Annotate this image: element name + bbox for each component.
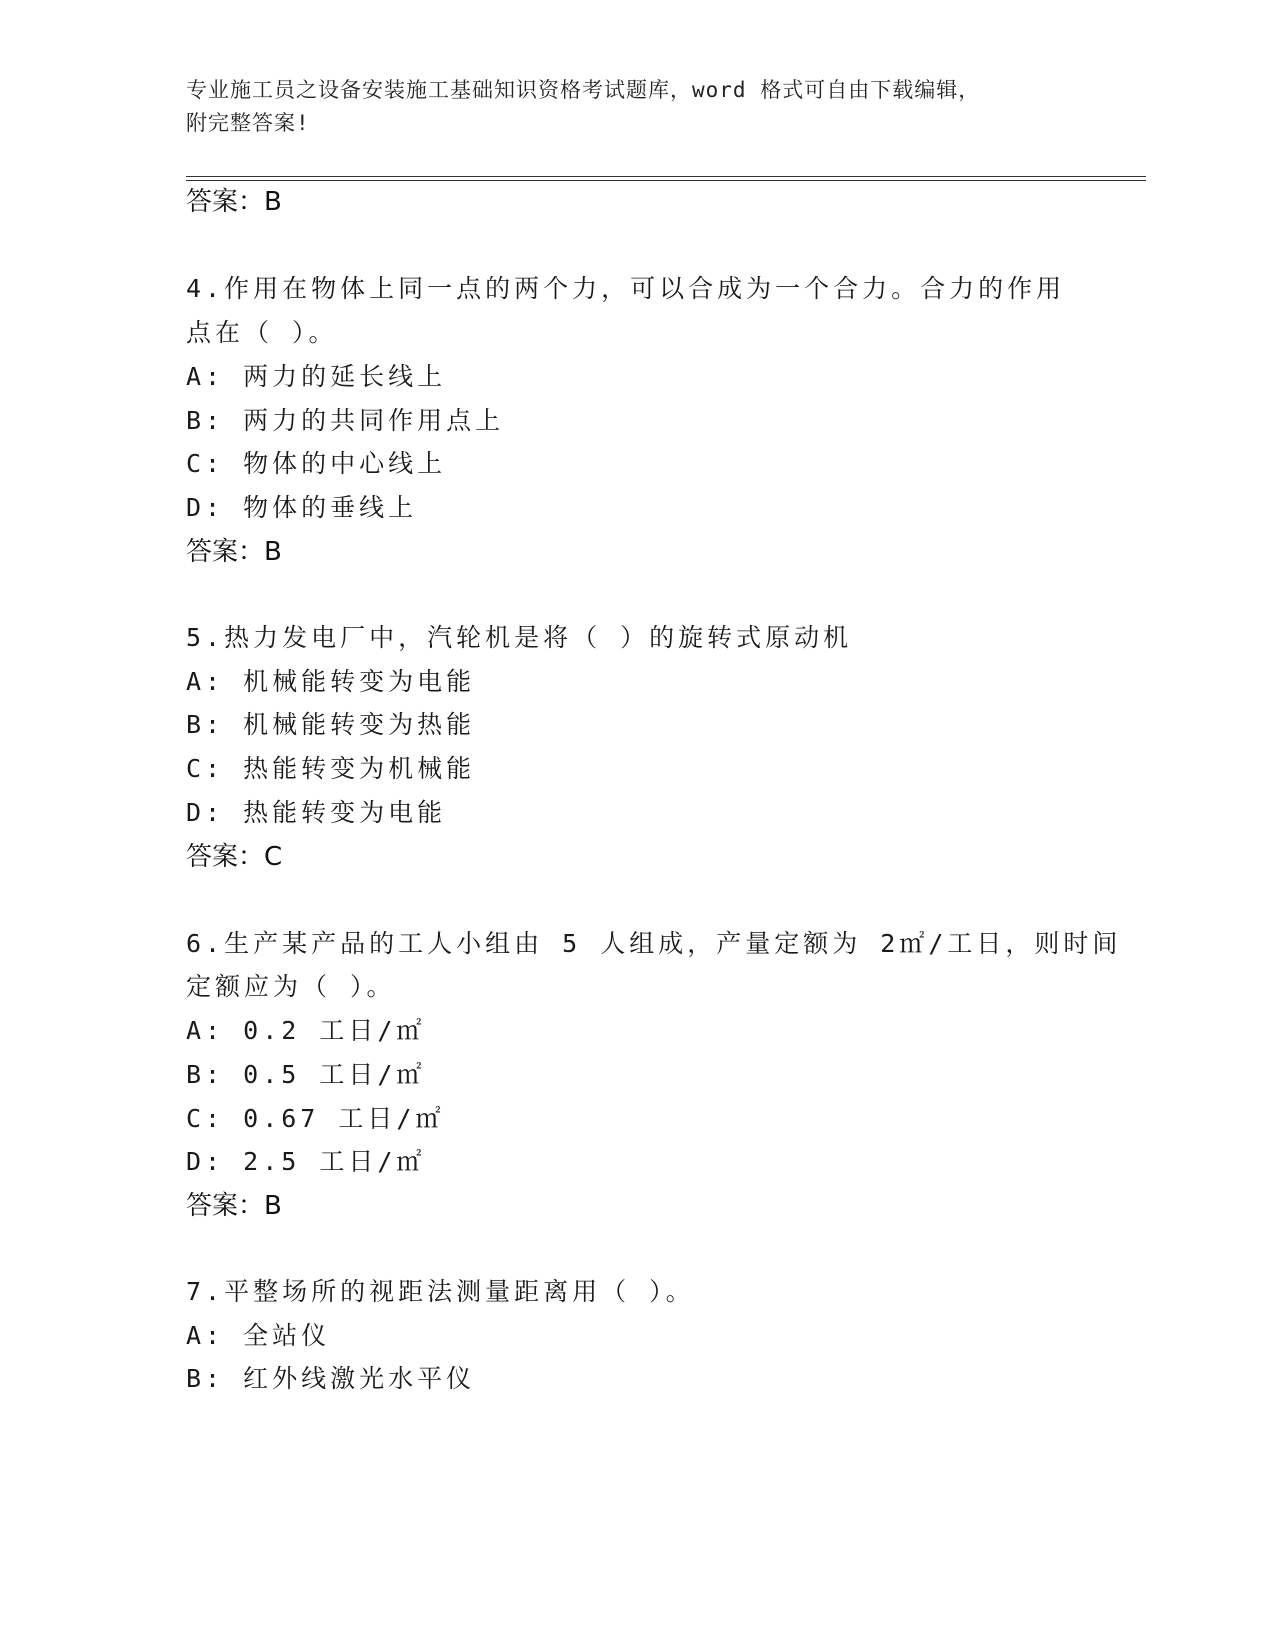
question-6-option-b: B: 0.5 工日/㎡ — [186, 1060, 426, 1089]
question-4-option-d: D: 物体的垂线上 — [186, 493, 418, 522]
question-5-option-a: A: 机械能转变为电能 — [186, 667, 476, 696]
question-4-stem-line-2: 点在（ ）。 — [186, 318, 338, 347]
question-4-option-b: B: 两力的共同作用点上 — [186, 406, 505, 435]
question-7-option-b: B: 红外线激光水平仪 — [186, 1364, 476, 1393]
question-6-answer: 答案：B — [186, 1191, 282, 1221]
question-7-option-a: A: 全站仪 — [186, 1321, 331, 1350]
question-4-answer: 答案：B — [186, 537, 282, 567]
question-5-option-d: D: 热能转变为电能 — [186, 798, 447, 827]
header-line-1: 专业施工员之设备安装施工基础知识资格考试题库，word 格式可自由下载编辑， — [186, 78, 981, 102]
question-4-option-a: A: 两力的延长线上 — [186, 362, 447, 391]
question-5-answer: 答案：C — [186, 842, 283, 872]
document-header — [186, 74, 1086, 140]
question-6-option-a: A: 0.2 工日/㎡ — [186, 1016, 426, 1045]
question-6-option-d: D: 2.5 工日/㎡ — [186, 1147, 426, 1176]
question-5-option-c: C: 热能转变为机械能 — [186, 754, 476, 783]
question-6-stem-line-2: 定额应为（ ）。 — [186, 972, 396, 1001]
question-5-option-b: B: 机械能转变为热能 — [186, 710, 476, 739]
answer-previous: 答案：B — [186, 187, 282, 217]
question-6-option-c: C: 0.67 工日/㎡ — [186, 1104, 445, 1133]
header-line-2: 附完整答案! — [186, 111, 310, 135]
question-6-stem-line-1: 6.生产某产品的工人小组由 5 人组成，产量定额为 2㎡/工日，则时间 — [186, 929, 1122, 958]
question-4-option-c: C: 物体的中心线上 — [186, 449, 447, 478]
question-4-stem-line-1: 4.作用在物体上同一点的两个力，可以合成为一个合力。合力的作用 — [186, 274, 1066, 303]
question-7-stem-line-1: 7.平整场所的视距法测量距离用（ ）。 — [186, 1277, 695, 1306]
question-5-stem-line-1: 5.热力发电厂中，汽轮机是将（ ）的旋转式原动机 — [186, 623, 853, 652]
header-divider — [186, 176, 1146, 181]
